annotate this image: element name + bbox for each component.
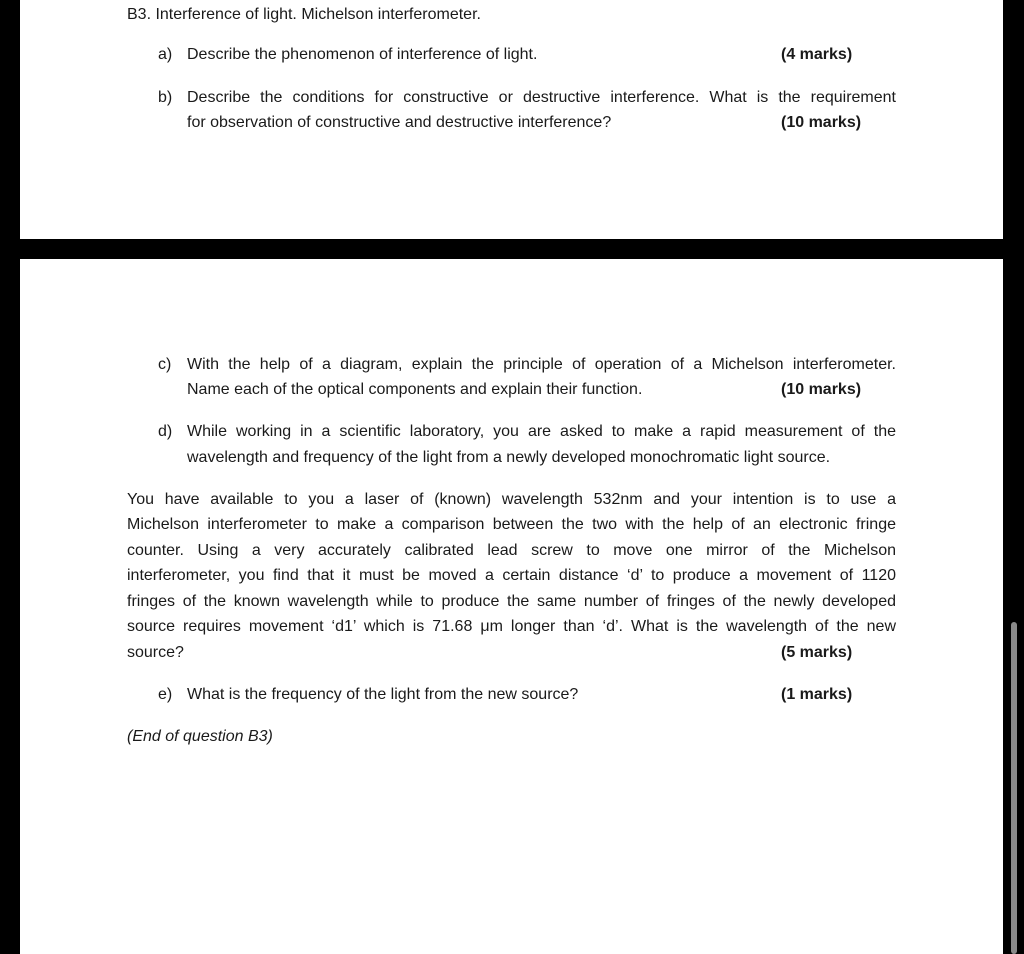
question-b-text-line-1: Describe the conditions for constructive or destructive interference. What is the requirement <box>187 89 896 106</box>
question-d-text-line-1: While working in a scientific laboratory, you are asked to make a rapid measurement of the <box>187 423 896 440</box>
paragraph-line-1: You have available to you a laser of (known) wavelength 532nm and your intention is to use a <box>127 491 896 508</box>
question-c-text-line-1: With the help of a diagram, explain the principle of operation of a Michelson interferometer. <box>187 356 896 373</box>
question-d-label: d) <box>158 423 173 440</box>
question-b-label: b) <box>158 89 173 106</box>
question-b-marks: (10 marks) <box>781 114 862 131</box>
question-e-marks: (1 marks) <box>781 686 853 703</box>
paragraph-line-3: counter. Using a very accurately calibrated lead screw to move one mirror of the Michelson <box>127 542 896 559</box>
paragraph-line-6: source requires movement ‘d1’ which is 71.68 μm longer than ‘d’. What is the wavelength of the new <box>127 618 896 635</box>
question-e-label: e) <box>158 686 173 703</box>
question-a-text: Describe the phenomenon of interference of light. <box>187 46 538 63</box>
document-page-1 <box>20 0 1003 239</box>
question-d-text-line-2: wavelength and frequency of the light from a newly developed monochromatic light source. <box>187 449 831 466</box>
question-heading: B3. Interference of light. Michelson interferometer. <box>127 6 481 23</box>
question-c-label: c) <box>158 356 172 373</box>
document-page-2 <box>20 259 1003 954</box>
question-c-marks: (10 marks) <box>781 381 862 398</box>
paragraph-line-4: interferometer, you find that it must be moved a certain distance ‘d’ to produce a movement of 1120 <box>127 567 896 584</box>
question-e-text: What is the frequency of the light from the new source? <box>187 686 579 703</box>
question-a-label: a) <box>158 46 173 63</box>
paragraph-line-5: fringes of the known wavelength while to produce the same number of fringes of the newly developed <box>127 593 896 610</box>
question-b-text-line-2: for observation of constructive and destructive interference? <box>187 114 612 131</box>
paragraph-line-2: Michelson interferometer to make a comparison between the two with the help of an electronic fringe <box>127 516 896 533</box>
paragraph-marks: (5 marks) <box>781 644 853 661</box>
paragraph-line-7: source? <box>127 644 184 661</box>
question-c-text-line-2: Name each of the optical components and explain their function. <box>187 381 643 398</box>
vertical-scrollbar[interactable] <box>1011 622 1017 954</box>
end-of-question-note: (End of question B3) <box>127 728 273 745</box>
question-a-marks: (4 marks) <box>781 46 853 63</box>
